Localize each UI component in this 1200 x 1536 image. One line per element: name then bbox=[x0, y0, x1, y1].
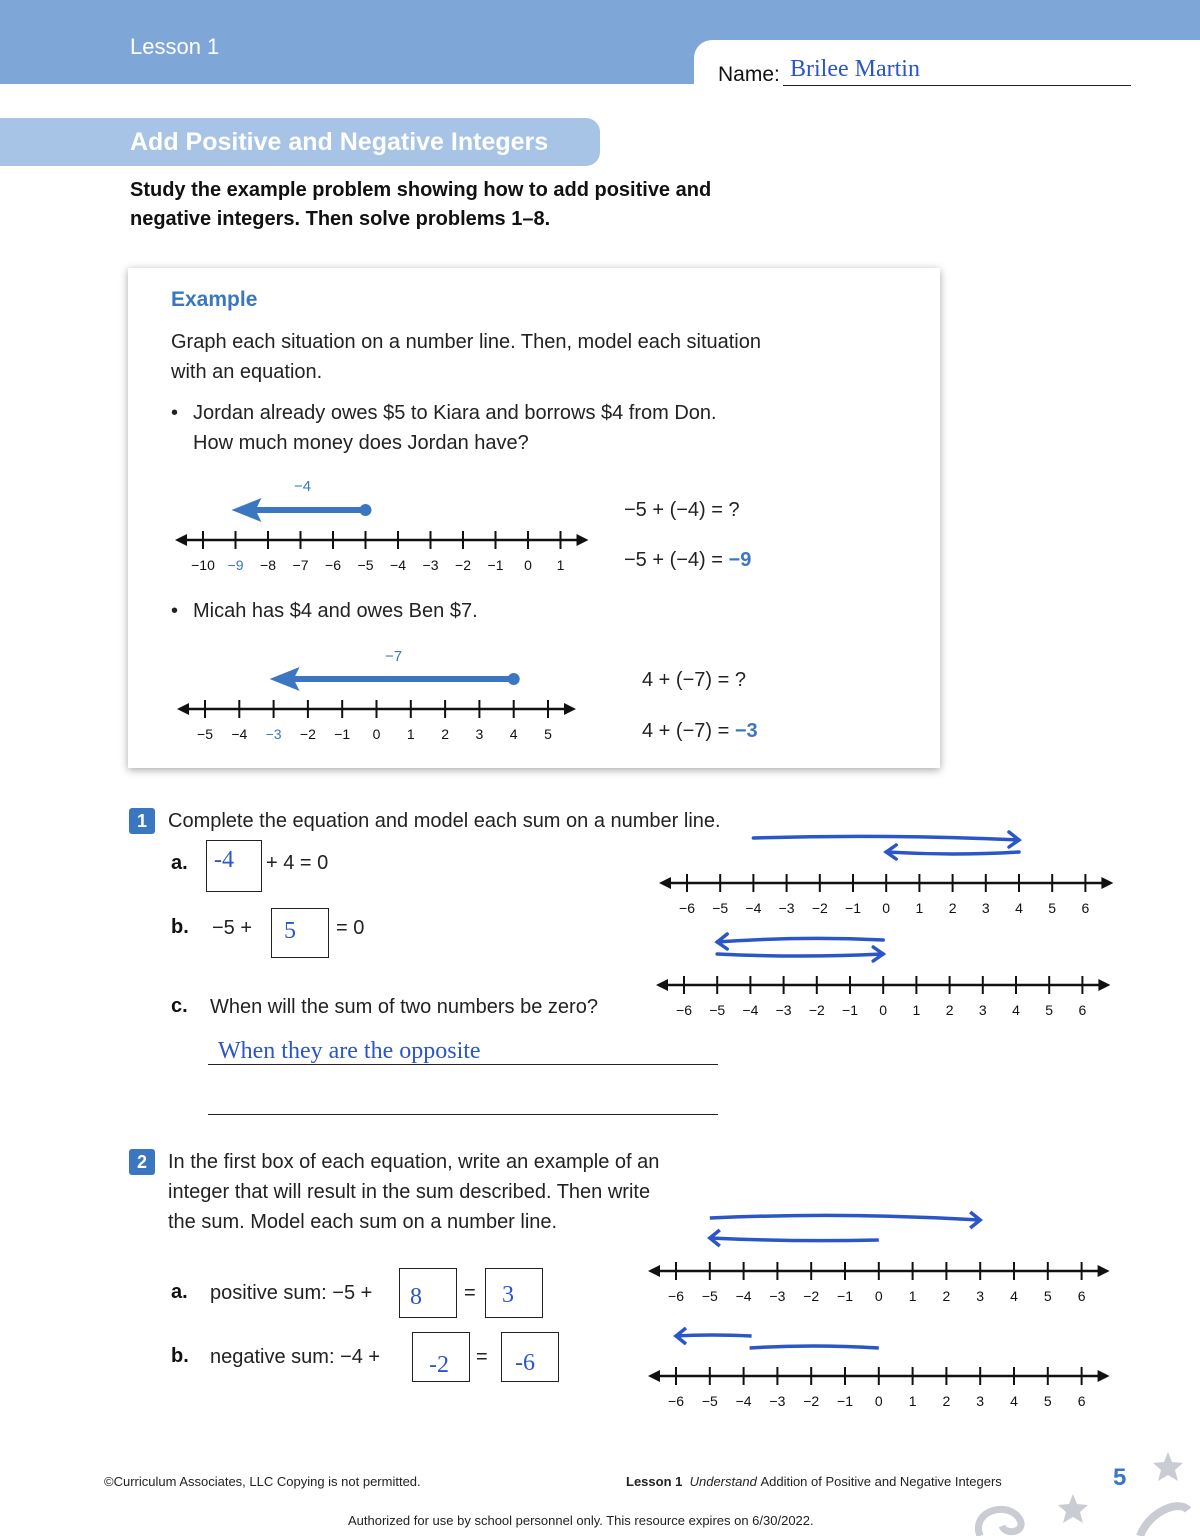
tick-label: 4 bbox=[1012, 1002, 1020, 1018]
tick-label: 2 bbox=[942, 1288, 951, 1304]
tick-label: 6 bbox=[1077, 1393, 1086, 1409]
tick-label: −2 bbox=[803, 1393, 820, 1409]
swirl-icon bbox=[978, 1509, 1021, 1536]
tick-label: 1 bbox=[406, 726, 415, 742]
problem2b-equals: = bbox=[476, 1346, 488, 1368]
problem1-number: 1 bbox=[129, 808, 155, 834]
problem2b-label: b. bbox=[171, 1345, 189, 1367]
tick-label: 4 bbox=[1010, 1288, 1018, 1304]
problem1c-question: When will the sum of two numbers be zero? bbox=[210, 996, 598, 1018]
problem2-text-line2: integer that will result in the sum described. Then write bbox=[168, 1181, 651, 1203]
problem1a-number-line[interactable] bbox=[655, 824, 1135, 919]
example2-solution-answer: −3 bbox=[734, 720, 758, 742]
tick-label: −2 bbox=[803, 1288, 820, 1304]
tick-label: 4 bbox=[1010, 1393, 1018, 1409]
lesson-ref-title: Addition of Positive and Negative Integers bbox=[760, 1474, 1002, 1489]
hand-arrow bbox=[710, 1215, 980, 1220]
problem1b-prefix: −5 + bbox=[212, 917, 253, 939]
tick-label: 4 bbox=[1015, 900, 1023, 916]
problem2a-number-line[interactable] bbox=[640, 1208, 1130, 1313]
tick-label: −5 bbox=[357, 557, 374, 573]
tick-label: 0 bbox=[879, 1002, 888, 1018]
tick-label: 0 bbox=[874, 1288, 883, 1304]
problem2a-prefix: positive sum: −5 + bbox=[210, 1282, 373, 1304]
example1-solution-prefix: −5 + (−4) = bbox=[624, 549, 729, 571]
tick-label: −6 bbox=[668, 1288, 684, 1304]
arrow-left-icon bbox=[177, 703, 189, 715]
problem2a-answer-1: 8 bbox=[410, 1284, 422, 1310]
tick-label: −9 bbox=[227, 557, 244, 573]
start-point bbox=[508, 673, 520, 685]
page-number: 5 bbox=[1113, 1464, 1127, 1491]
tick-label: 5 bbox=[544, 726, 552, 742]
problem1a-equation-rest: + 4 = 0 bbox=[266, 852, 329, 874]
lesson-label: Lesson 1 bbox=[130, 34, 220, 59]
tick-label: −4 bbox=[231, 726, 248, 742]
arrow-left-icon bbox=[648, 1370, 660, 1382]
tick-label: 5 bbox=[1043, 1288, 1052, 1304]
tick-label: −4 bbox=[742, 1002, 759, 1018]
hand-arrow bbox=[710, 1238, 879, 1241]
lesson-ref-italic: Understand bbox=[689, 1474, 757, 1489]
tick-label: 3 bbox=[981, 900, 990, 916]
problem1b-answer: 5 bbox=[284, 918, 296, 944]
name-label: Name: bbox=[718, 63, 780, 86]
arrow-left-icon bbox=[659, 877, 671, 889]
tick-label: −4 bbox=[390, 557, 406, 573]
example2-equation: 4 + (−7) = ? bbox=[642, 669, 746, 691]
example1-solution-answer: −9 bbox=[728, 549, 752, 571]
answer-line bbox=[208, 1114, 718, 1115]
hand-arrow bbox=[717, 938, 883, 942]
answer-line bbox=[208, 1064, 718, 1065]
example1-text-line2: How much money does Jordan have? bbox=[193, 432, 529, 454]
tick-label: 6 bbox=[1081, 900, 1090, 916]
arrow-right-icon bbox=[1098, 979, 1110, 991]
example-heading: Example bbox=[171, 288, 258, 311]
problem1b-equation-rest: = 0 bbox=[336, 917, 365, 939]
example1-solution bbox=[624, 549, 751, 572]
tick-label: −5 bbox=[712, 900, 729, 916]
tick-label: 4 bbox=[509, 726, 518, 742]
page-title: Add Positive and Negative Integers bbox=[130, 128, 549, 156]
problem1-text: Complete the equation and model each sum on a number line. bbox=[168, 810, 721, 832]
tick-label: 0 bbox=[874, 1393, 883, 1409]
tick-label: −2 bbox=[811, 900, 828, 916]
problem1a-answer: -4 bbox=[214, 847, 234, 873]
tick-label: −3 bbox=[769, 1288, 786, 1304]
tick-label: 2 bbox=[441, 726, 449, 742]
tick-label: 1 bbox=[908, 1288, 917, 1304]
tick-label: 0 bbox=[882, 900, 891, 916]
tick-label: −5 bbox=[701, 1393, 718, 1409]
tick-label: 1 bbox=[908, 1393, 917, 1409]
intro-text: Study the example problem showing how to add positive and negative integers. Then solve problems 1–8. bbox=[130, 179, 712, 230]
tick-label: −6 bbox=[668, 1393, 684, 1409]
tick-label: −5 bbox=[197, 726, 213, 742]
start-point bbox=[360, 504, 372, 516]
student-name[interactable]: Brilee Martin bbox=[790, 56, 920, 82]
tick-label: −5 bbox=[709, 1002, 726, 1018]
tick-label: −3 bbox=[775, 1002, 792, 1018]
problem2b-prefix: negative sum: −4 + bbox=[210, 1346, 381, 1368]
tick-label: −8 bbox=[260, 557, 276, 573]
tick-label: 3 bbox=[475, 726, 484, 742]
tick-label: −3 bbox=[265, 726, 282, 742]
tick-label: 5 bbox=[1043, 1393, 1052, 1409]
tick-label: −6 bbox=[679, 900, 695, 916]
example-instructions: Graph each situation on a number line. Then, model each situation with an equation. bbox=[171, 331, 761, 383]
arrow-right-icon bbox=[1098, 1265, 1110, 1277]
arrow-left-icon bbox=[648, 1265, 660, 1277]
problem1c-answer[interactable]: When they are the opposite bbox=[218, 1038, 481, 1064]
problem1b-label: b. bbox=[171, 916, 189, 938]
tick-label: 5 bbox=[1048, 900, 1057, 916]
arrow-right-icon bbox=[564, 703, 576, 715]
tick-label: −5 bbox=[701, 1288, 718, 1304]
problem2a-equals: = bbox=[464, 1282, 476, 1304]
hand-arrow bbox=[886, 852, 1019, 854]
tick-label: −10 bbox=[191, 557, 215, 573]
tick-label: −2 bbox=[808, 1002, 825, 1018]
problem2b-answer-2: -6 bbox=[515, 1350, 535, 1376]
tick-label: 0 bbox=[372, 726, 381, 742]
tick-label: −1 bbox=[837, 1393, 853, 1409]
problem1a-label: a. bbox=[171, 852, 188, 874]
tick-label: 3 bbox=[976, 1288, 985, 1304]
problem2b-answer-1: -2 bbox=[429, 1352, 449, 1378]
arrow-right-icon bbox=[1098, 1370, 1110, 1382]
hand-arrow bbox=[753, 836, 1019, 840]
tick-label: −3 bbox=[422, 557, 439, 573]
lesson-reference bbox=[626, 1474, 1002, 1489]
tick-label: −1 bbox=[487, 557, 504, 573]
hand-arrow bbox=[750, 1346, 879, 1348]
example1-equation: −5 + (−4) = ? bbox=[624, 499, 740, 521]
lesson-ref-number: Lesson 1 bbox=[626, 1474, 683, 1489]
bullet-marker: • bbox=[171, 600, 179, 622]
tick-label: 1 bbox=[915, 900, 924, 916]
problem2-text-line1: In the first box of each equation, write an example of an bbox=[168, 1151, 660, 1173]
example1-arrow-label: −4 bbox=[294, 478, 312, 495]
star-icon bbox=[1058, 1494, 1088, 1523]
tick-label: −7 bbox=[292, 557, 309, 573]
problem2-number: 2 bbox=[129, 1149, 155, 1175]
tick-label: 3 bbox=[976, 1393, 985, 1409]
tick-label: 2 bbox=[945, 1002, 954, 1018]
tick-label: −3 bbox=[769, 1393, 786, 1409]
problem2a-answer-box-1[interactable] bbox=[399, 1268, 457, 1318]
tick-label: −6 bbox=[676, 1002, 692, 1018]
arrow-left-icon bbox=[656, 979, 668, 991]
example1-text-line1: Jordan already owes $5 to Kiara and borrows $4 from Don. bbox=[193, 402, 717, 424]
example2-solution-prefix: 4 + (−7) = bbox=[642, 720, 735, 742]
tick-label: 3 bbox=[978, 1002, 987, 1018]
star-icon bbox=[1153, 1452, 1183, 1481]
example2-solution bbox=[642, 720, 758, 743]
star-swirl-decoration-icon bbox=[950, 1440, 1190, 1536]
arrow-right-icon bbox=[577, 534, 589, 546]
hand-arrow bbox=[676, 1335, 752, 1336]
arrow-right-icon bbox=[1101, 877, 1113, 889]
arrow-left-icon bbox=[175, 534, 187, 546]
tick-label: −4 bbox=[735, 1393, 752, 1409]
tick-label: −4 bbox=[735, 1288, 752, 1304]
tick-label: −2 bbox=[299, 726, 316, 742]
bullet-marker: • bbox=[171, 402, 179, 424]
problem1c-label: c. bbox=[171, 995, 188, 1017]
problem1b-number-line[interactable] bbox=[650, 926, 1130, 1021]
tick-label: 6 bbox=[1078, 1002, 1087, 1018]
hand-arrow bbox=[717, 954, 883, 956]
tick-label: −4 bbox=[745, 900, 762, 916]
copyright-text: ©Curriculum Associates, LLC Copying is not permitted. bbox=[104, 1474, 421, 1489]
tick-label: −1 bbox=[842, 1002, 858, 1018]
problem1b-answer-box[interactable] bbox=[271, 908, 329, 958]
tick-label: 5 bbox=[1045, 1002, 1054, 1018]
tick-label: 1 bbox=[912, 1002, 921, 1018]
tick-label: 2 bbox=[942, 1393, 951, 1409]
tick-label: −3 bbox=[778, 900, 795, 916]
tick-label: −6 bbox=[325, 557, 341, 573]
example2-text-line1: Micah has $4 and owes Ben $7. bbox=[193, 600, 478, 622]
tick-label: 6 bbox=[1077, 1288, 1086, 1304]
tick-label: −1 bbox=[837, 1288, 853, 1304]
example2-arrow-label: −7 bbox=[385, 648, 403, 665]
swirl-icon bbox=[1140, 1506, 1188, 1536]
problem2a-label: a. bbox=[171, 1281, 188, 1303]
tick-label: −1 bbox=[845, 900, 861, 916]
problem2a-answer-2: 3 bbox=[502, 1282, 514, 1308]
tick-label: 2 bbox=[948, 900, 957, 916]
example1-number-line bbox=[170, 500, 610, 580]
example2-number-line bbox=[170, 668, 600, 748]
tick-label: −1 bbox=[334, 726, 351, 742]
name-underline bbox=[783, 85, 1131, 86]
problem2a-answer-box-2[interactable] bbox=[485, 1268, 543, 1318]
tick-label: 0 bbox=[524, 557, 532, 573]
problem2-text-line3: the sum. Model each sum on a number line. bbox=[168, 1211, 558, 1233]
problem2b-number-line[interactable] bbox=[640, 1318, 1130, 1418]
authorization-notice: Authorized for use by school personnel only. This resource expires on 6/30/2022. bbox=[348, 1513, 814, 1528]
tick-label: −2 bbox=[455, 557, 471, 573]
tick-label: 1 bbox=[556, 557, 565, 573]
